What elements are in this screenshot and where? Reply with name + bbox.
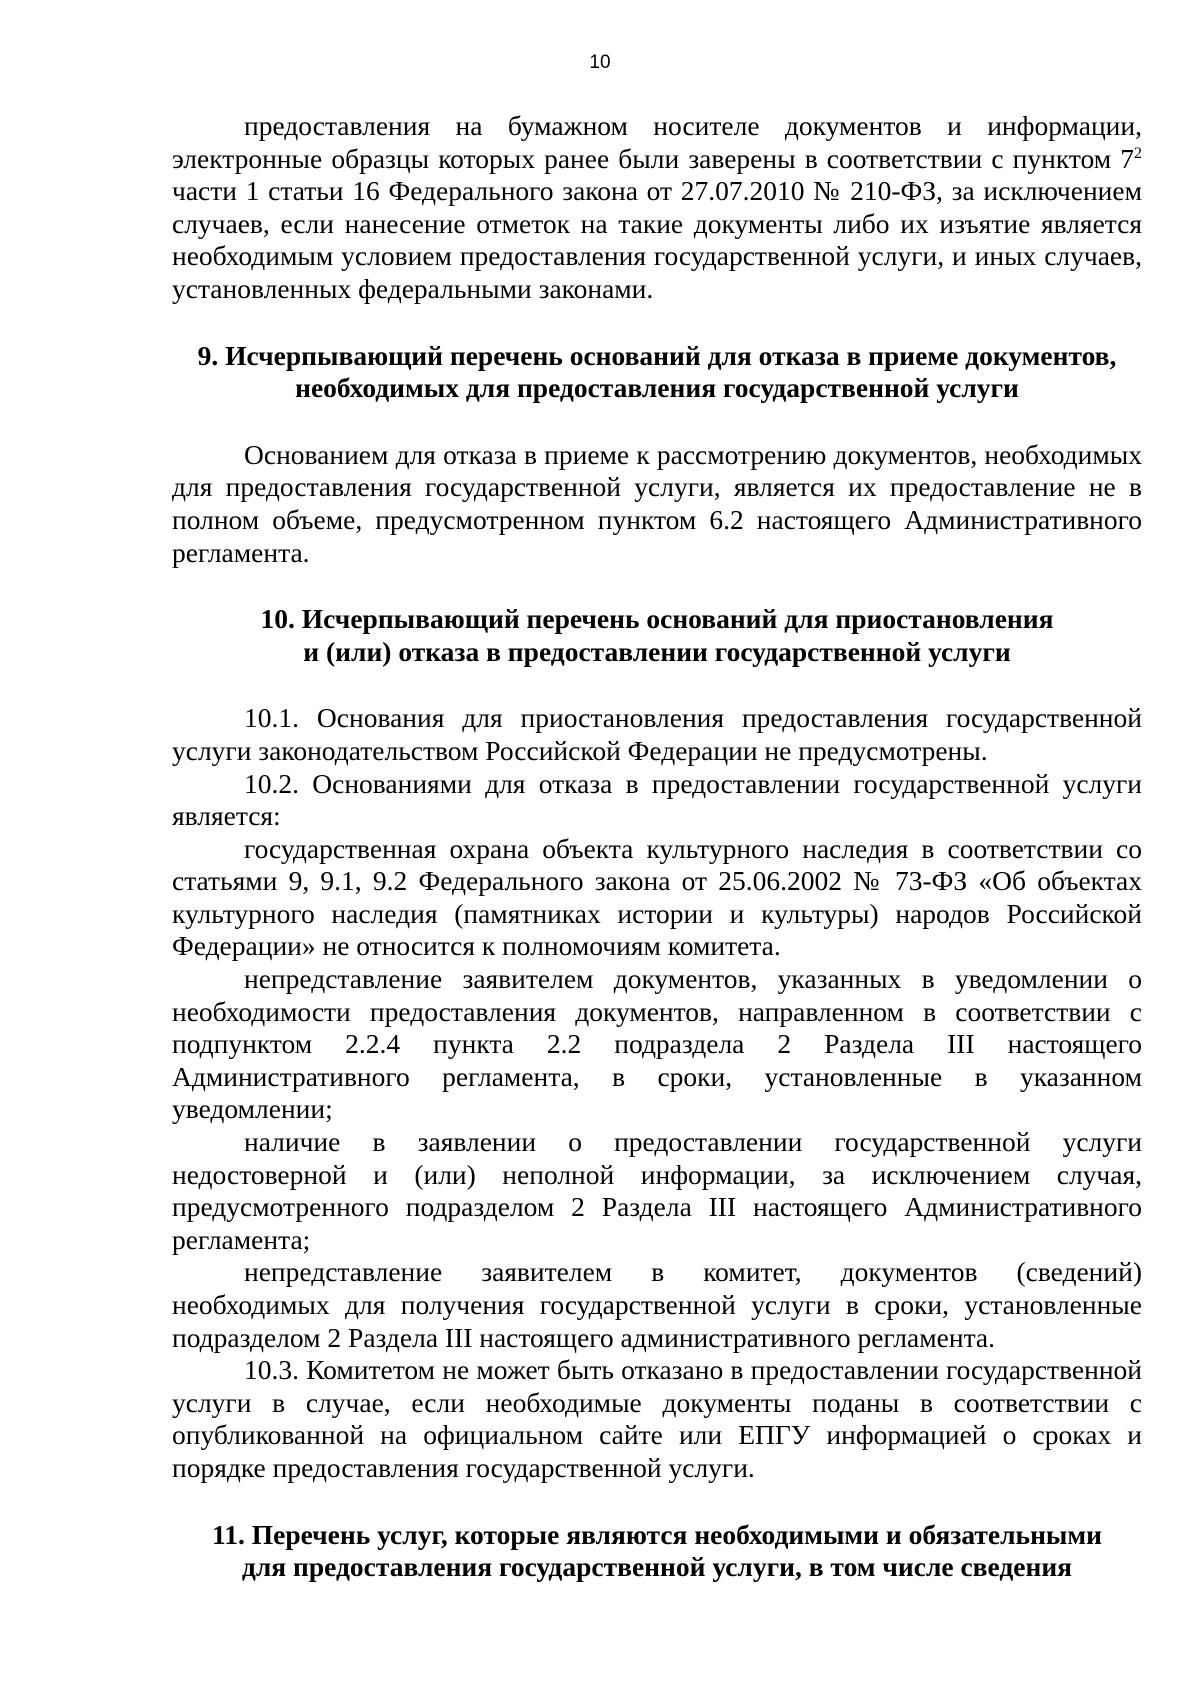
- section-10-heading-line-1: 10. Исчерпывающий перечень оснований для приостановления: [260, 603, 1054, 635]
- section-10-heading: [172, 603, 1142, 668]
- section-10-paragraph-3: государственная охрана объекта культурного наследия в соответствии со статьями 9, 9.1, 9.2 Федерального закона от 25.06.2002 № 73-ФЗ «Об объектах культурного наследия (памятниках истории и культуры) народов Российской Федерации» не относится к полномочиям комитета.: [172, 832, 1142, 962]
- section-10-paragraph-6: непредставление заявителем в комитет, документов (сведений) необходимых для получения государственной услуги в сроки, установленные подразделом 2 Раздела III настоящего административного регламента.: [172, 1256, 1142, 1353]
- intro-superscript: 2: [1134, 144, 1142, 162]
- intro-text: предоставления на бумажном носителе документов и информации, электронные образцы которых ранее были заверены в соответствии с пунктом 7: [172, 110, 1142, 174]
- section-9-paragraph: Основанием для отказа в приеме к рассмотрению документов, необходимых для предоставления государственной услуги, является их предоставление не в полном объеме, предусмотренном пунктом 6.2 настоящего Административного регламента.: [172, 438, 1142, 568]
- section-10-paragraph-2: 10.2. Основаниями для отказа в предоставлении государственной услуги является:: [172, 767, 1142, 832]
- section-10-paragraph-7: 10.3. Комитетом не может быть отказано в предоставлении государственной услуги в случае, если необходимые документы поданы в соответствии с опубликованной на официальном сайте или ЕПГУ информацией о сроках и порядке предоставления государственной услуги.: [172, 1354, 1142, 1483]
- intro-text-after: части 1 статьи 16 Федерального закона от 27.07.2010 № 210-ФЗ, за исключением случаев, если нанесение отметок на такие документы либо их изъятие является необходимым условием предоставления государственной услуги, и иных случаев, установленных федеральными законами.: [172, 175, 1142, 304]
- section-9-heading: [172, 340, 1142, 405]
- section-10-paragraph-4: непредставление заявителем документов, указанных в уведомлении о необходимости предоставления документов, направленном в соответствии с подпунктом 2.2.4 пункта 2.2 подраздела 2 Раздела III настоящего Административного регламента, в сроки, установленные в указанном уведомлении;: [172, 963, 1142, 1125]
- section-10-paragraph-1: 10.1. Основания для приостановления предоставления государственной услуги законодательством Российской Федерации не предусмотрены.: [172, 702, 1142, 766]
- section-11-heading-line-1: 11. Перечень услуг, которые являются необходимыми и обязательными: [212, 1518, 1102, 1550]
- section-10-paragraph-5: наличие в заявлении о предоставлении государственной услуги недостоверной и (или) неполной информации, за исключением случая, предусмотренного подразделом 2 Раздела III настоящего Административного регламента;: [172, 1126, 1142, 1255]
- section-11-heading: [172, 1519, 1142, 1584]
- page-number: 10: [589, 52, 611, 73]
- section-10-heading-line-2: и (или) отказа в предоставлении государственной услуги: [303, 635, 1011, 667]
- document-body: [172, 110, 1142, 1584]
- intro-paragraph: [172, 110, 1142, 306]
- section-9-heading-line-2: необходимых для предоставления государственной услуги: [295, 372, 1019, 404]
- section-9-heading-line-1: 9. Исчерпывающий перечень оснований для отказа в приеме документов,: [197, 339, 1117, 371]
- section-11-heading-line-2: для предоставления государственной услуги, в том числе сведения: [241, 1551, 1073, 1583]
